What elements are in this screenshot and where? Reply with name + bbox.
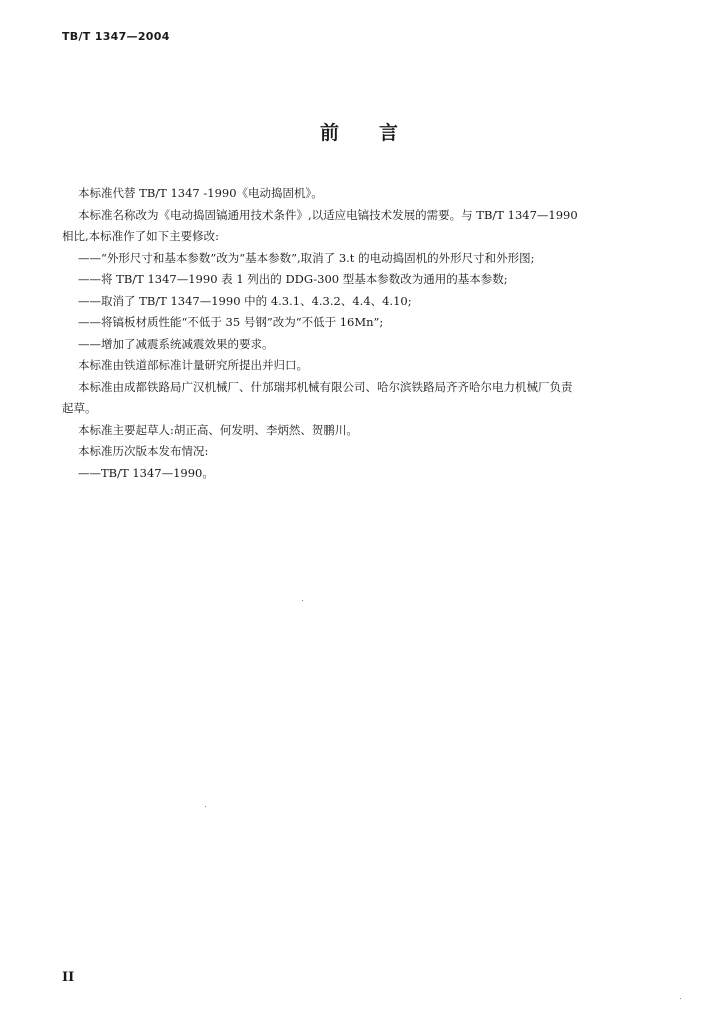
paragraph: 相比,本标准作了如下主要修改: <box>62 229 220 243</box>
paragraph: 本标准历次版本发布情况: <box>78 444 209 458</box>
change-list-item: ——“外形尺寸和基本参数”改为“基本参数”,取消了 3.t 的电动捣固机的外形尺寸和外形图; <box>78 250 535 265</box>
paragraph: 本标准名称改为《电动捣固镐通用技术条件》,以适应电镐技术发展的需要。与 TB/T 1347—1990 <box>78 207 578 222</box>
scan-speck <box>205 806 206 807</box>
history-list-item: ——TB/T 1347—1990。 <box>78 465 214 480</box>
scan-speck <box>302 600 303 601</box>
page-title: 前言 <box>319 122 438 144</box>
change-list-item: ——将镐板材质性能“不低于 35 号钢”改为“不低于 16Mn”; <box>78 315 384 329</box>
standard-code-header: TB/T 1347—2004 <box>62 30 170 43</box>
change-list-item: ——将 TB/T 1347—1990 表 1 列出的 DDG-300 型基本参数改为通用的基本参数; <box>78 272 508 286</box>
page-number: II <box>62 970 75 985</box>
paragraph: 本标准代替 TB/T 1347 -1990《电动捣固机》。 <box>78 186 323 200</box>
change-list-item: ——增加了减震系统减震效果的要求。 <box>78 336 274 351</box>
change-list-item: ——取消了 TB/T 1347—1990 中的 4.3.1、4.3.2、4.4、4.10; <box>78 293 412 308</box>
foreword-body <box>62 183 682 484</box>
paragraph: 本标准主要起草人:胡正高、何发明、李炳然、贺鹏川。 <box>78 422 358 437</box>
scan-speck <box>680 998 681 999</box>
paragraph: 起草。 <box>62 401 97 415</box>
paragraph: 本标准由铁道部标准计量研究所提出并归口。 <box>78 358 308 372</box>
paragraph: 本标准由成都铁路局广汉机械厂、什邡瑞邦机械有限公司、哈尔滨铁路局齐齐哈尔电力机械厂负责 <box>78 379 573 394</box>
